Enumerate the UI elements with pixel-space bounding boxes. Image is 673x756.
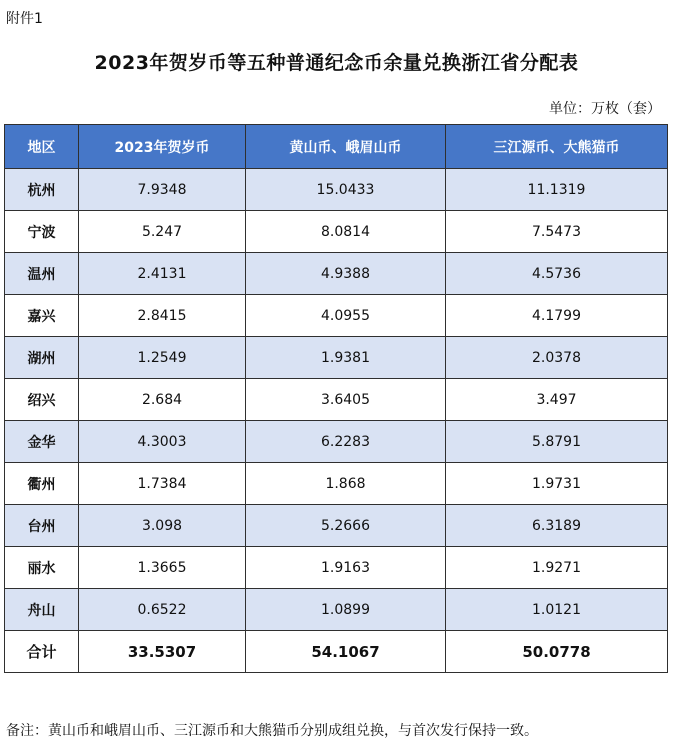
value-cell: 5.2666	[246, 505, 446, 547]
value-cell: 3.6405	[246, 379, 446, 421]
region-cell: 宁波	[5, 211, 79, 253]
value-cell: 1.9163	[246, 547, 446, 589]
value-cell: 6.3189	[446, 505, 668, 547]
value-cell: 1.9731	[446, 463, 668, 505]
region-cell: 金华	[5, 421, 79, 463]
value-cell: 1.7384	[79, 463, 246, 505]
header-huangshan-emei: 黄山币、峨眉山币	[246, 125, 446, 169]
header-sanjiangyuan-panda: 三江源币、大熊猫币	[446, 125, 668, 169]
total-value-cell: 50.0778	[446, 631, 668, 673]
table-row	[5, 379, 668, 421]
region-cell: 绍兴	[5, 379, 79, 421]
unit-label: 单位：万枚（套）	[549, 101, 661, 117]
total-label-cell: 合计	[5, 631, 79, 673]
region-cell: 台州	[5, 505, 79, 547]
header-region: 地区	[5, 125, 79, 169]
value-cell: 1.2549	[79, 337, 246, 379]
value-cell: 11.1319	[446, 169, 668, 211]
value-cell: 1.0899	[246, 589, 446, 631]
allocation-table	[4, 124, 668, 673]
region-cell: 湖州	[5, 337, 79, 379]
total-value-cell: 33.5307	[79, 631, 246, 673]
value-cell: 4.0955	[246, 295, 446, 337]
value-cell: 8.0814	[246, 211, 446, 253]
value-cell: 4.5736	[446, 253, 668, 295]
region-cell: 温州	[5, 253, 79, 295]
value-cell: 7.9348	[79, 169, 246, 211]
value-cell: 2.4131	[79, 253, 246, 295]
table-row	[5, 337, 668, 379]
footnote: 备注：黄山币和峨眉山币、三江源币和大熊猫币分别成组兑换，与首次发行保持一致。	[6, 723, 538, 739]
value-cell: 4.3003	[79, 421, 246, 463]
region-cell: 杭州	[5, 169, 79, 211]
table-row	[5, 547, 668, 589]
value-cell: 5.247	[79, 211, 246, 253]
value-cell: 1.9271	[446, 547, 668, 589]
value-cell: 5.8791	[446, 421, 668, 463]
region-cell: 衢州	[5, 463, 79, 505]
table-row	[5, 211, 668, 253]
value-cell: 4.1799	[446, 295, 668, 337]
table-row	[5, 421, 668, 463]
header-2023-coin: 2023年贺岁币	[79, 125, 246, 169]
value-cell: 1.3665	[79, 547, 246, 589]
region-cell: 丽水	[5, 547, 79, 589]
total-value-cell: 54.1067	[246, 631, 446, 673]
attachment-label: 附件1	[6, 11, 43, 27]
table-row	[5, 589, 668, 631]
value-cell: 3.098	[79, 505, 246, 547]
table-row	[5, 505, 668, 547]
total-row	[5, 631, 668, 673]
region-cell: 舟山	[5, 589, 79, 631]
value-cell: 2.684	[79, 379, 246, 421]
value-cell: 1.868	[246, 463, 446, 505]
value-cell: 2.0378	[446, 337, 668, 379]
value-cell: 1.0121	[446, 589, 668, 631]
table-row	[5, 253, 668, 295]
table-header-row	[5, 125, 668, 169]
value-cell: 7.5473	[446, 211, 668, 253]
table-row	[5, 463, 668, 505]
value-cell: 1.9381	[246, 337, 446, 379]
value-cell: 15.0433	[246, 169, 446, 211]
document-title: 2023年贺岁币等五种普通纪念币余量兑换浙江省分配表	[94, 52, 579, 74]
table-row	[5, 169, 668, 211]
value-cell: 0.6522	[79, 589, 246, 631]
value-cell: 6.2283	[246, 421, 446, 463]
table-row	[5, 295, 668, 337]
region-cell: 嘉兴	[5, 295, 79, 337]
value-cell: 4.9388	[246, 253, 446, 295]
value-cell: 3.497	[446, 379, 668, 421]
value-cell: 2.8415	[79, 295, 246, 337]
